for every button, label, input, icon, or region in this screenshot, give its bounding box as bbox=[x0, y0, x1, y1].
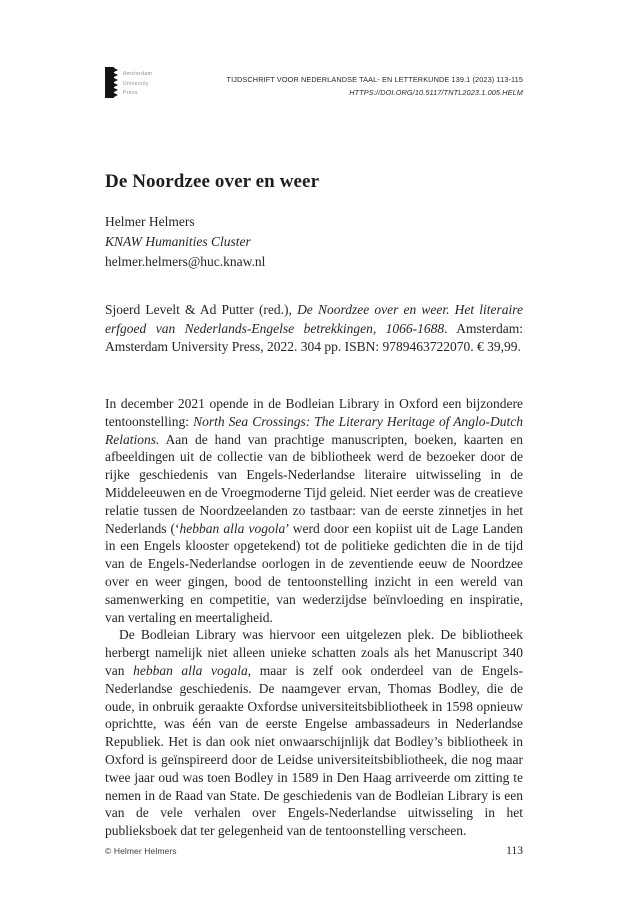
page-footer bbox=[105, 845, 523, 857]
author-name: Helmer Helmers bbox=[105, 214, 195, 229]
aup-book-spine-icon bbox=[105, 67, 118, 98]
author-affiliation: KNAW Humanities Cluster bbox=[105, 233, 251, 249]
amsterdam-university-press-logo bbox=[105, 66, 152, 99]
body-paragraph-2: De Bodleian Library was hiervoor een uitgelezen plek. De bibliotheek herbergt namelijk niet alleen unieke schatten zoals als het Manuscript 340 van hebban alla vogala, maar is zelf ook onderdeel van de Engels-Nederlandse geschiedenis. De naamgever ervan, Thomas Bodley, die de oude, in onbruik geraakte Oxfordse universiteitsbibliotheek in 1598 opnieuw oprichtte, was één van de eerste Engelse ambassadeurs in Nederlandse Republiek. Het is dan ook niet onwaarschijnlijk dat Bodley’s bibliotheek in Oxford is geïnspireerd door de Leidse universiteitsbibliotheek, die nog maar twee jaar oud was toen Bodley in 1589 in Den Haag arriveerde om zitting te nemen in de Raad van State. De geschiedenis van de Bodleian Library is een van de vele verhalen over Engels-Nederlandse uitwisseling in het publieksboek dat ter gelegenheid van de tentoonstelling verscheen. bbox=[105, 627, 523, 839]
page-number: 113 bbox=[506, 845, 523, 857]
book-citation: Sjoerd Levelt & Ad Putter (red.), De Noordzee over en weer. Het literaire erfgoed van Nederlands-Engelse betrekkingen, 1066-1688. Amsterdam: Amsterdam University Press, 2022. 304 pp. ISBN: 9789463722070. € 39,99. bbox=[105, 302, 523, 355]
publisher-name-line1: Amsterdam bbox=[123, 71, 153, 77]
journal-reference bbox=[227, 66, 523, 99]
author-email: helmer.helmers@huc.knaw.nl bbox=[105, 253, 266, 269]
body-paragraph-1: In december 2021 opende in de Bodleian Library in Oxford een bijzondere tentoonstelling: North Sea Crossings: The Literary Heritage of Anglo-Dutch Relations. Aan de hand van prachtige manuscripten, boeken, kaarten en afbeeldingen uit de collectie van de bibliotheek werd de bezoeker door de rijke geschiedenis van Engels-Nederlandse literaire uitwisseling in de Middeleeuwen en de Vroegmoderne Tijd geleid. Niet eerder was de creatieve relatie tussen de Noordzeelanden zo tastbaar: van de eerste zinnetjes in het Nederlands (‘hebban alla vogola’ werd door een kopiist uit de Lage Landen in een Engels klooster opgetekend) tot de politieke gedichten die in de tijd van de Engels-Nederlandse oorlogen in de zeventiende eeuw de Noordzee over en weer gingen, bood de tentoonstelling inzicht in een wereld van samenwerking en competitie, van wederzijdse beïnvloeding en inspiratie, van vertaling en meertaligheid. bbox=[105, 396, 523, 625]
copyright-notice: © Helmer Helmers bbox=[105, 846, 177, 856]
doi-line: HTTPS://DOI.ORG/10.5117/TNTL2023.1.005.HELM bbox=[349, 88, 523, 97]
publisher-name-line3: Press bbox=[123, 90, 138, 96]
review-body bbox=[105, 395, 523, 840]
publisher-name-line2: University bbox=[123, 80, 149, 87]
publisher-name bbox=[123, 66, 152, 99]
journal-title-issue: TIJDSCHRIFT VOOR NEDERLANDSE TAAL- EN LETTERKUNDE 139.1 (2023) 113-115 bbox=[226, 75, 523, 84]
masthead bbox=[105, 66, 523, 99]
author-block bbox=[105, 212, 265, 271]
article-title: De Noordzee over en weer bbox=[105, 171, 320, 192]
